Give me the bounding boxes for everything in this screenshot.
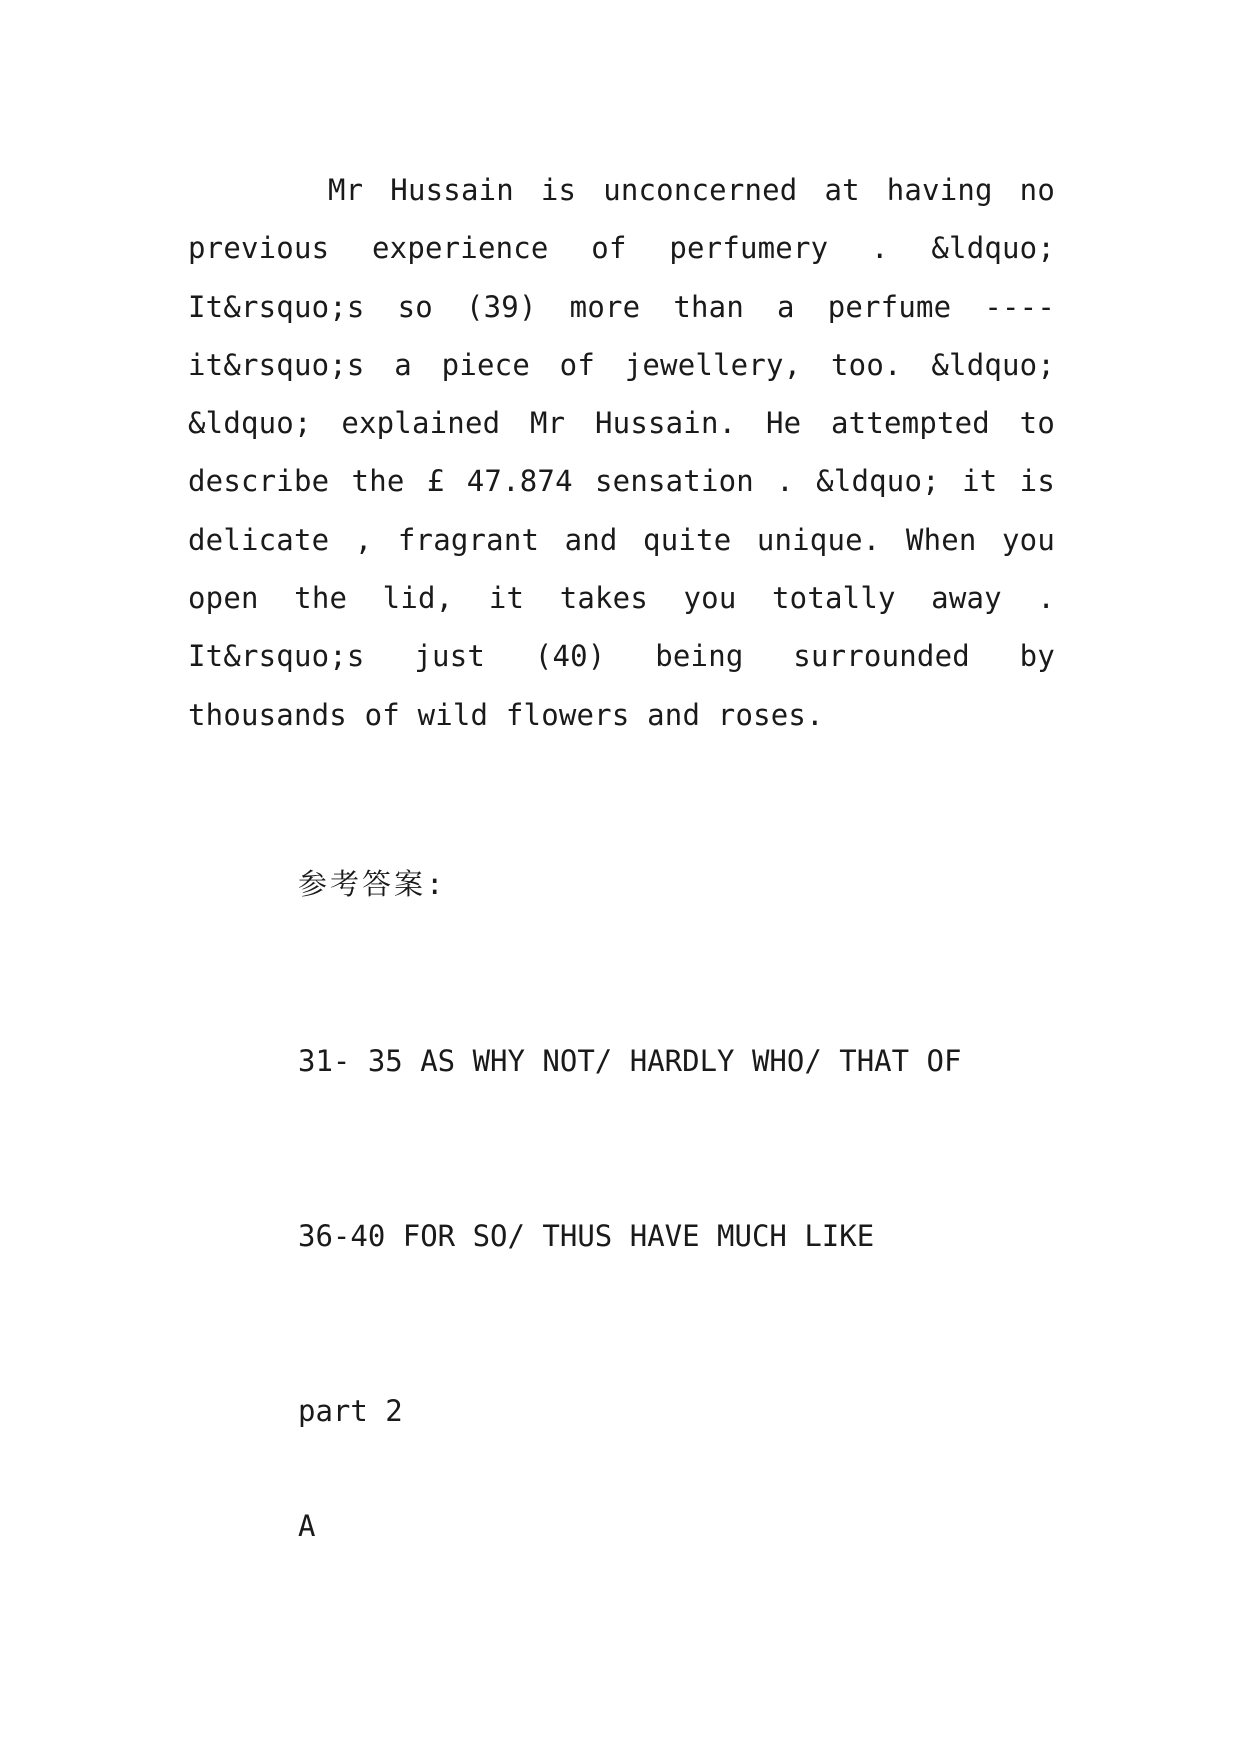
body-paragraph: Mr Hussain is unconcerned at having no previous experience of perfumery . &ldquo; It&rsquo;s so (39) more than a perfume ---- it&rsquo;s a piece of jewellery, too. &ldquo; &ldquo; explained Mr Hussain. He attempted to describe the £ 47.874 sensation . &ldquo; it is delicate , fragrant and quite unique. When you open the lid, it takes you totally away . It&rsquo;s just (40) being surrounded by thousands of wild flowers and roses.: [188, 173, 1055, 732]
section-letter: A: [298, 1509, 316, 1543]
answer-line-31-35: 31- 35 AS WHY NOT/ HARDLY WHO/ THAT OF: [298, 1044, 962, 1078]
answer-line-36-40: 36-40 FOR SO/ THUS HAVE MUCH LIKE: [298, 1219, 875, 1253]
answer-heading: 参考答案:: [298, 867, 447, 901]
part-label: part 2: [298, 1394, 403, 1428]
